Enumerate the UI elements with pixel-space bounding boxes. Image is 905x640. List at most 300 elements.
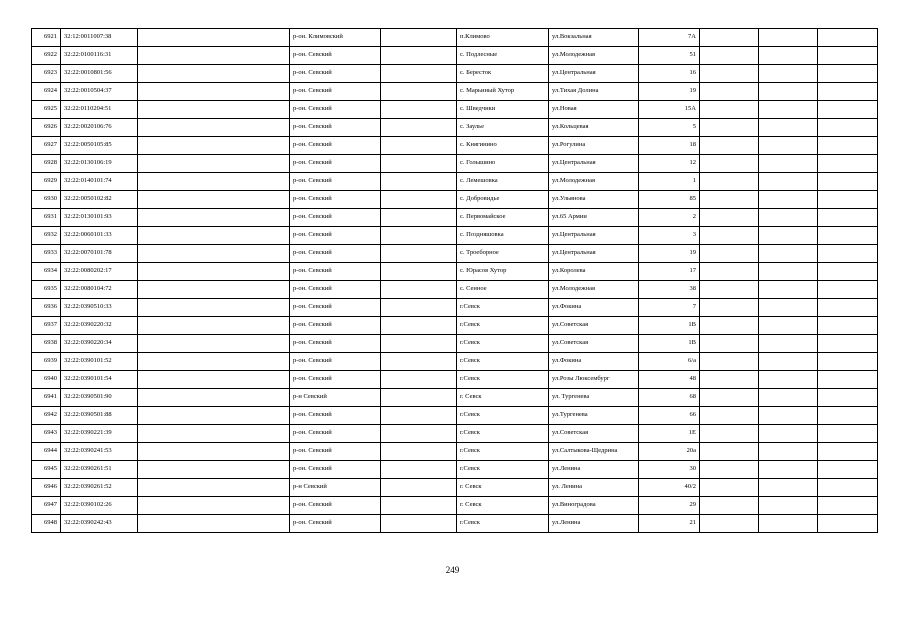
table-row	[32, 299, 878, 317]
district-cell: р-он. Климовский	[290, 29, 381, 47]
cadastral-number-cell: 32:22:0010801:56	[61, 65, 138, 83]
empty-cell	[381, 497, 457, 515]
table-row	[32, 515, 878, 533]
district-cell: р-он. Севский	[290, 83, 381, 101]
empty-cell	[759, 29, 818, 47]
empty-cell	[138, 47, 290, 65]
cadastral-number-cell: 32:22:0070101:78	[61, 245, 138, 263]
table-row	[32, 245, 878, 263]
cadastral-number-cell: 32:22:0390261:51	[61, 461, 138, 479]
empty-cell	[759, 389, 818, 407]
empty-cell	[700, 173, 759, 191]
settlement-cell: г.Севск	[457, 515, 549, 533]
street-cell: ул.Центральная	[549, 155, 639, 173]
cadastral-number-cell: 32:22:0390220:34	[61, 335, 138, 353]
empty-cell	[759, 335, 818, 353]
street-cell: ул.Новая	[549, 101, 639, 119]
empty-cell	[700, 263, 759, 281]
empty-cell	[138, 83, 290, 101]
district-cell: р-н Севский	[290, 389, 381, 407]
table-row	[32, 83, 878, 101]
row-number-cell: 6940	[32, 371, 61, 389]
empty-cell	[818, 155, 878, 173]
empty-cell	[818, 353, 878, 371]
house-number-cell: 40/2	[639, 479, 700, 497]
cadastral-number-cell: 32:22:0390241:53	[61, 443, 138, 461]
street-cell: ул.Молодежная	[549, 281, 639, 299]
empty-cell	[381, 299, 457, 317]
settlement-cell: с. Лемешовка	[457, 173, 549, 191]
row-number-cell: 6926	[32, 119, 61, 137]
empty-cell	[700, 389, 759, 407]
settlement-cell: с. Заулье	[457, 119, 549, 137]
empty-cell	[759, 263, 818, 281]
empty-cell	[700, 65, 759, 83]
settlement-cell: г. Севск	[457, 389, 549, 407]
street-cell: ул. Ленина	[549, 479, 639, 497]
empty-cell	[138, 407, 290, 425]
empty-cell	[700, 209, 759, 227]
empty-cell	[138, 335, 290, 353]
settlement-cell: с. Марьиный Хутор	[457, 83, 549, 101]
empty-cell	[138, 173, 290, 191]
row-number-cell: 6929	[32, 173, 61, 191]
row-number-cell: 6927	[32, 137, 61, 155]
empty-cell	[759, 65, 818, 83]
house-number-cell: 18	[639, 137, 700, 155]
empty-cell	[138, 479, 290, 497]
street-cell: ул.Советская	[549, 317, 639, 335]
house-number-cell: 12	[639, 155, 700, 173]
table-row	[32, 47, 878, 65]
street-cell: ул.Ленина	[549, 461, 639, 479]
cadastral-number-cell: 32:22:0390102:26	[61, 497, 138, 515]
table-row	[32, 281, 878, 299]
row-number-cell: 6922	[32, 47, 61, 65]
row-number-cell: 6943	[32, 425, 61, 443]
empty-cell	[818, 173, 878, 191]
house-number-cell: 7	[639, 299, 700, 317]
house-number-cell: 16	[639, 65, 700, 83]
empty-cell	[381, 479, 457, 497]
cadastral-number-cell: 32:22:0130101:93	[61, 209, 138, 227]
district-cell: р-он. Севский	[290, 281, 381, 299]
empty-cell	[381, 263, 457, 281]
empty-cell	[700, 155, 759, 173]
empty-cell	[818, 407, 878, 425]
empty-cell	[381, 83, 457, 101]
table-row	[32, 101, 878, 119]
street-cell: ул.Тургенева	[549, 407, 639, 425]
house-number-cell: 3	[639, 227, 700, 245]
empty-cell	[759, 209, 818, 227]
empty-cell	[818, 335, 878, 353]
empty-cell	[138, 515, 290, 533]
table-row	[32, 425, 878, 443]
empty-cell	[818, 461, 878, 479]
empty-cell	[700, 245, 759, 263]
street-cell: ул.Розы Люксембург	[549, 371, 639, 389]
empty-cell	[700, 299, 759, 317]
district-cell: р-н Севский	[290, 479, 381, 497]
settlement-cell: г.Севск	[457, 425, 549, 443]
district-cell: р-он. Севский	[290, 461, 381, 479]
empty-cell	[138, 137, 290, 155]
empty-cell	[381, 101, 457, 119]
empty-cell	[381, 47, 457, 65]
cadastral-number-cell: 32:22:0390501:88	[61, 407, 138, 425]
street-cell: ул.Центральная	[549, 227, 639, 245]
settlement-cell: с. Сенное	[457, 281, 549, 299]
empty-cell	[759, 317, 818, 335]
house-number-cell: 1В	[639, 317, 700, 335]
empty-cell	[381, 155, 457, 173]
district-cell: р-он. Севский	[290, 227, 381, 245]
house-number-cell: 19	[639, 245, 700, 263]
empty-cell	[700, 83, 759, 101]
row-number-cell: 6921	[32, 29, 61, 47]
row-number-cell: 6924	[32, 83, 61, 101]
empty-cell	[818, 371, 878, 389]
empty-cell	[759, 227, 818, 245]
settlement-cell: с. Добровидье	[457, 191, 549, 209]
street-cell: ул.Центральная	[549, 65, 639, 83]
district-cell: р-он. Севский	[290, 371, 381, 389]
empty-cell	[818, 299, 878, 317]
empty-cell	[818, 515, 878, 533]
settlement-cell: с. Троеборное	[457, 245, 549, 263]
settlement-cell: с. Шведчики	[457, 101, 549, 119]
district-cell: р-он. Севский	[290, 173, 381, 191]
street-cell: ул.Королева	[549, 263, 639, 281]
empty-cell	[138, 461, 290, 479]
empty-cell	[700, 371, 759, 389]
empty-cell	[700, 353, 759, 371]
empty-cell	[759, 137, 818, 155]
empty-cell	[381, 119, 457, 137]
cadastral-number-cell: 32:22:0100116:31	[61, 47, 138, 65]
empty-cell	[138, 227, 290, 245]
empty-cell	[759, 83, 818, 101]
row-number-cell: 6928	[32, 155, 61, 173]
empty-cell	[381, 335, 457, 353]
empty-cell	[759, 353, 818, 371]
street-cell: ул.Фокина	[549, 299, 639, 317]
street-cell: ул.Салтыкова-Щедрина	[549, 443, 639, 461]
empty-cell	[759, 173, 818, 191]
house-number-cell: 68	[639, 389, 700, 407]
empty-cell	[818, 137, 878, 155]
empty-cell	[759, 407, 818, 425]
district-cell: р-он. Севский	[290, 317, 381, 335]
table-row	[32, 497, 878, 515]
cadastral-number-cell: 32:22:0390220:32	[61, 317, 138, 335]
empty-cell	[700, 515, 759, 533]
street-cell: ул.Молодежная	[549, 47, 639, 65]
cadastral-number-cell: 32:22:0010504:37	[61, 83, 138, 101]
empty-cell	[818, 317, 878, 335]
empty-cell	[759, 443, 818, 461]
empty-cell	[818, 389, 878, 407]
street-cell: ул.Ленина	[549, 515, 639, 533]
empty-cell	[381, 371, 457, 389]
empty-cell	[759, 47, 818, 65]
empty-cell	[759, 119, 818, 137]
empty-cell	[381, 281, 457, 299]
registry-body	[32, 29, 878, 533]
street-cell: ул.Тихая Долина	[549, 83, 639, 101]
settlement-cell: п.Климово	[457, 29, 549, 47]
table-row	[32, 173, 878, 191]
empty-cell	[759, 245, 818, 263]
house-number-cell: 85	[639, 191, 700, 209]
empty-cell	[700, 101, 759, 119]
empty-cell	[138, 371, 290, 389]
settlement-cell: г. Севск	[457, 479, 549, 497]
street-cell: ул.Фокина	[549, 353, 639, 371]
house-number-cell: 1Е	[639, 425, 700, 443]
empty-cell	[138, 119, 290, 137]
cadastral-number-cell: 32:22:0390101:54	[61, 371, 138, 389]
empty-cell	[381, 137, 457, 155]
row-number-cell: 6938	[32, 335, 61, 353]
row-number-cell: 6936	[32, 299, 61, 317]
empty-cell	[818, 47, 878, 65]
empty-cell	[138, 65, 290, 83]
house-number-cell: 19	[639, 83, 700, 101]
table-row	[32, 443, 878, 461]
street-cell: ул.Рогулина	[549, 137, 639, 155]
empty-cell	[818, 65, 878, 83]
empty-cell	[381, 515, 457, 533]
house-number-cell: 66	[639, 407, 700, 425]
empty-cell	[138, 497, 290, 515]
empty-cell	[381, 407, 457, 425]
empty-cell	[138, 245, 290, 263]
row-number-cell: 6931	[32, 209, 61, 227]
cadastral-number-cell: 32:12:0011007:38	[61, 29, 138, 47]
empty-cell	[138, 425, 290, 443]
house-number-cell: 38	[639, 281, 700, 299]
empty-cell	[759, 281, 818, 299]
house-number-cell: 1В	[639, 335, 700, 353]
empty-cell	[381, 389, 457, 407]
empty-cell	[759, 515, 818, 533]
cadastral-number-cell: 32:22:0390501:90	[61, 389, 138, 407]
table-row	[32, 479, 878, 497]
empty-cell	[381, 29, 457, 47]
house-number-cell: 5	[639, 119, 700, 137]
cadastral-number-cell: 32:22:0390261:52	[61, 479, 138, 497]
empty-cell	[381, 317, 457, 335]
empty-cell	[700, 461, 759, 479]
settlement-cell: с. Первомайское	[457, 209, 549, 227]
table-row	[32, 191, 878, 209]
table-row	[32, 353, 878, 371]
cadastral-number-cell: 32:22:0110204:51	[61, 101, 138, 119]
row-number-cell: 6948	[32, 515, 61, 533]
row-number-cell: 6945	[32, 461, 61, 479]
empty-cell	[700, 407, 759, 425]
settlement-cell: с. Бересток	[457, 65, 549, 83]
street-cell: ул.Ульянова	[549, 191, 639, 209]
house-number-cell: 48	[639, 371, 700, 389]
table-row	[32, 407, 878, 425]
empty-cell	[700, 497, 759, 515]
empty-cell	[700, 425, 759, 443]
table-row	[32, 335, 878, 353]
settlement-cell: с. Княгинино	[457, 137, 549, 155]
empty-cell	[759, 299, 818, 317]
settlement-cell: с. Подлесные	[457, 47, 549, 65]
cadastral-number-cell: 32:22:0050105:85	[61, 137, 138, 155]
settlement-cell: г.Севск	[457, 461, 549, 479]
empty-cell	[818, 281, 878, 299]
empty-cell	[818, 209, 878, 227]
row-number-cell: 6941	[32, 389, 61, 407]
empty-cell	[759, 155, 818, 173]
empty-cell	[700, 191, 759, 209]
empty-cell	[759, 497, 818, 515]
district-cell: р-он. Севский	[290, 119, 381, 137]
empty-cell	[138, 353, 290, 371]
cadastral-number-cell: 32:22:0080104:72	[61, 281, 138, 299]
cadastral-number-cell: 32:22:0020106:76	[61, 119, 138, 137]
empty-cell	[138, 209, 290, 227]
registry-table	[31, 28, 878, 533]
empty-cell	[759, 479, 818, 497]
house-number-cell: 51	[639, 47, 700, 65]
cadastral-number-cell: 32:22:0050102:82	[61, 191, 138, 209]
row-number-cell: 6947	[32, 497, 61, 515]
street-cell: ул.Советская	[549, 425, 639, 443]
street-cell: ул.Кольцевая	[549, 119, 639, 137]
empty-cell	[138, 281, 290, 299]
row-number-cell: 6939	[32, 353, 61, 371]
empty-cell	[138, 191, 290, 209]
row-number-cell: 6942	[32, 407, 61, 425]
empty-cell	[818, 119, 878, 137]
settlement-cell: г. Севск	[457, 497, 549, 515]
empty-cell	[138, 299, 290, 317]
district-cell: р-он. Севский	[290, 47, 381, 65]
house-number-cell: 2	[639, 209, 700, 227]
table-row	[32, 29, 878, 47]
empty-cell	[818, 29, 878, 47]
empty-cell	[818, 443, 878, 461]
empty-cell	[138, 263, 290, 281]
cadastral-number-cell: 32:22:0080202:17	[61, 263, 138, 281]
street-cell: ул. Тургенева	[549, 389, 639, 407]
district-cell: р-он. Севский	[290, 299, 381, 317]
district-cell: р-он. Севский	[290, 137, 381, 155]
cadastral-number-cell: 32:22:0060101:33	[61, 227, 138, 245]
empty-cell	[381, 65, 457, 83]
empty-cell	[381, 443, 457, 461]
empty-cell	[700, 227, 759, 245]
settlement-cell: г.Севск	[457, 299, 549, 317]
settlement-cell: г.Севск	[457, 335, 549, 353]
row-number-cell: 6923	[32, 65, 61, 83]
empty-cell	[700, 479, 759, 497]
empty-cell	[818, 263, 878, 281]
district-cell: р-он. Севский	[290, 263, 381, 281]
table-row	[32, 227, 878, 245]
empty-cell	[818, 497, 878, 515]
house-number-cell: 17	[639, 263, 700, 281]
empty-cell	[700, 317, 759, 335]
district-cell: р-он. Севский	[290, 335, 381, 353]
empty-cell	[700, 29, 759, 47]
empty-cell	[818, 425, 878, 443]
house-number-cell: 15А	[639, 101, 700, 119]
row-number-cell: 6933	[32, 245, 61, 263]
empty-cell	[700, 335, 759, 353]
empty-cell	[700, 119, 759, 137]
row-number-cell: 6925	[32, 101, 61, 119]
street-cell: ул.Вокзальная	[549, 29, 639, 47]
cadastral-number-cell: 32:22:0140101:74	[61, 173, 138, 191]
district-cell: р-он. Севский	[290, 353, 381, 371]
district-cell: р-он. Севский	[290, 65, 381, 83]
empty-cell	[818, 101, 878, 119]
table-row	[32, 155, 878, 173]
table-row	[32, 263, 878, 281]
empty-cell	[818, 227, 878, 245]
district-cell: р-он. Севский	[290, 407, 381, 425]
house-number-cell: 29	[639, 497, 700, 515]
empty-cell	[138, 29, 290, 47]
empty-cell	[818, 479, 878, 497]
empty-cell	[700, 443, 759, 461]
street-cell: ул.Молодежная	[549, 173, 639, 191]
street-cell: ул.Центральная	[549, 245, 639, 263]
page-number: 249	[445, 565, 460, 575]
empty-cell	[138, 317, 290, 335]
table-row	[32, 209, 878, 227]
street-cell: ул.Виноградова	[549, 497, 639, 515]
settlement-cell: г.Севск	[457, 353, 549, 371]
row-number-cell: 6934	[32, 263, 61, 281]
district-cell: р-он. Севский	[290, 245, 381, 263]
house-number-cell: 21	[639, 515, 700, 533]
empty-cell	[759, 101, 818, 119]
settlement-cell: г.Севск	[457, 371, 549, 389]
settlement-cell: с. Юрасов Хутор	[457, 263, 549, 281]
district-cell: р-он. Севский	[290, 191, 381, 209]
empty-cell	[759, 461, 818, 479]
empty-cell	[381, 461, 457, 479]
settlement-cell: г.Севск	[457, 443, 549, 461]
district-cell: р-он. Севский	[290, 515, 381, 533]
cadastral-number-cell: 32:22:0390510:33	[61, 299, 138, 317]
table-row	[32, 119, 878, 137]
row-number-cell: 6935	[32, 281, 61, 299]
empty-cell	[381, 353, 457, 371]
empty-cell	[759, 191, 818, 209]
empty-cell	[381, 173, 457, 191]
registry-sheet	[31, 28, 877, 533]
cadastral-number-cell: 32:22:0130106:19	[61, 155, 138, 173]
table-row	[32, 65, 878, 83]
empty-cell	[818, 245, 878, 263]
empty-cell	[759, 371, 818, 389]
house-number-cell: 20а	[639, 443, 700, 461]
street-cell: ул.Советская	[549, 335, 639, 353]
empty-cell	[138, 389, 290, 407]
empty-cell	[381, 227, 457, 245]
table-row	[32, 389, 878, 407]
